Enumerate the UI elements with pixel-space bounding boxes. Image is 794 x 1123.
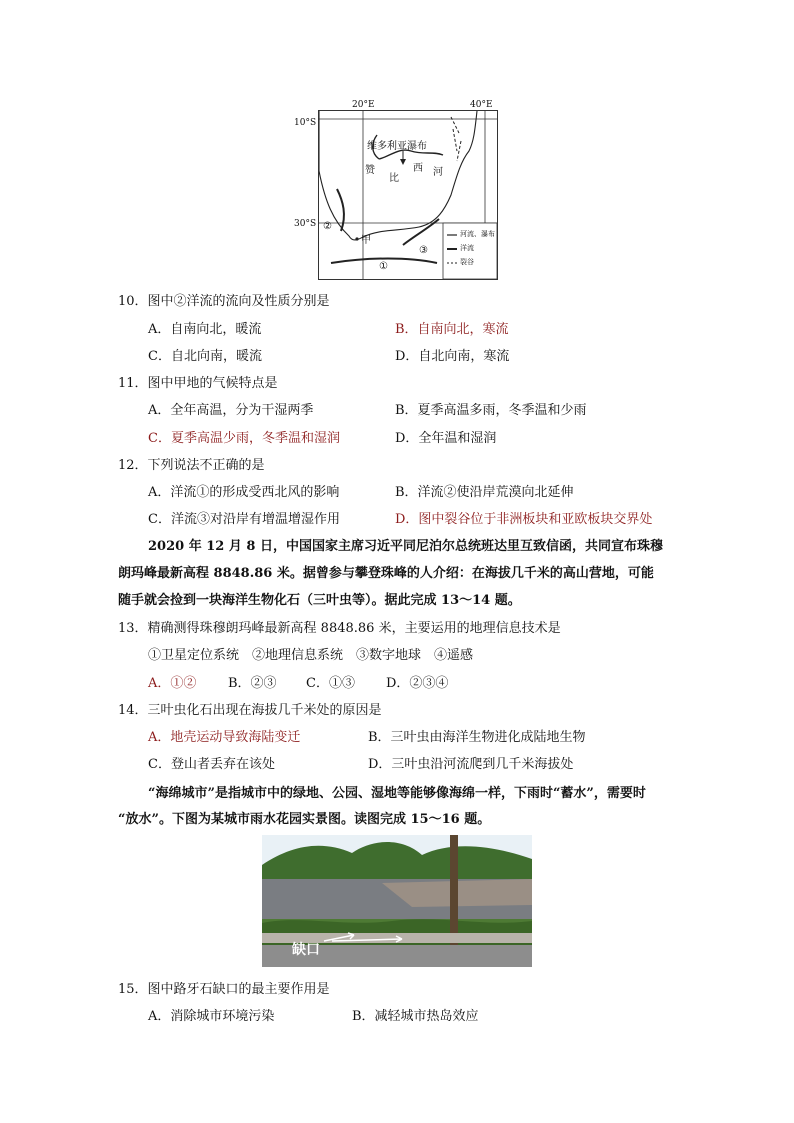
q10-stem: 10．图中②洋流的流向及性质分别是 <box>118 294 330 309</box>
river-char-3: 西 <box>413 163 423 174</box>
q12-stem: 12．下列说法不正确的是 <box>118 458 265 473</box>
q14-option-a: A．地壳运动导致海陆变迁 <box>148 730 301 745</box>
q13-option-b: B．②③ <box>228 676 277 691</box>
southern-africa-map <box>318 110 498 280</box>
passage2-line1: “海绵城市”是指城市中的绿地、公园、湿地等能够像海绵一样，下雨时“蓄水”，需要时 <box>148 786 646 801</box>
q14-option-b: B．三叶虫由海洋生物进化成陆地生物 <box>368 730 586 745</box>
q10-option-d: D．自北向南，寒流 <box>395 349 510 364</box>
point-jia-label: 甲 <box>361 235 371 246</box>
river-char-4: 河 <box>433 167 443 178</box>
q12-option-d: D．图中裂谷位于非洲板块和亚欧板块交界处 <box>395 512 653 527</box>
passage1-line2: 朗玛峰最新高程 8848.86 米。据曾参与攀登珠峰的人介绍：在海拔几千米的高山营地，可能 <box>118 566 654 581</box>
q15-stem: 15．图中路牙石缺口的最主要作用是 <box>118 982 330 997</box>
legend-river: 河流、瀑布 <box>460 230 495 238</box>
q14-option-c: C．登山者丢弃在该处 <box>148 757 275 772</box>
current-1-label: ① <box>379 261 388 272</box>
q12-option-a: A．洋流①的形成受西北风的影响 <box>148 485 340 500</box>
q12-option-b: B．洋流②使沿岸荒漠向北延伸 <box>395 485 574 500</box>
passage2-line2: “放水”。下图为某城市雨水花园实景图。读图完成 15～16 题。 <box>118 812 491 827</box>
q11-option-d: D．全年温和湿润 <box>395 431 497 446</box>
q15-option-b: B．减轻城市热岛效应 <box>352 1009 479 1024</box>
river-char-1: 赞 <box>365 165 375 176</box>
q13-stem: 13．精确测得珠穆朗玛峰最新高程 8848.86 米，主要运用的地理信息技术是 <box>118 621 561 636</box>
passage1-line3: 随手就会捡到一块海洋生物化石（三叶虫等）。据此完成 13～14 题。 <box>118 593 521 608</box>
q13-option-c: C．①③ <box>306 676 355 691</box>
gap-label: 缺口 <box>292 942 320 958</box>
q13-items: ①卫星定位系统 ②地理信息系统 ③数字地球 ④遥感 <box>148 648 474 663</box>
legend-current: 洋流 <box>460 244 474 252</box>
current-3-label: ③ <box>419 245 428 256</box>
lat-label-30: 30°S <box>294 219 317 229</box>
lon-label-40: 40°E <box>470 100 493 110</box>
rain-garden-photo <box>262 835 532 967</box>
q10-option-a: A．自南向北，暖流 <box>148 322 262 337</box>
q14-stem: 14．三叶虫化石出现在海拔几千米处的原因是 <box>118 703 382 718</box>
current-2-label: ② <box>323 221 332 232</box>
lon-label-20: 20°E <box>352 100 375 110</box>
falls-label: 维多利亚瀑布 <box>367 141 427 152</box>
q13-option-d: D．②③④ <box>386 676 449 691</box>
legend-rift: 裂谷 <box>460 258 474 266</box>
passage1-line1: 2020 年 12 月 8 日，中国国家主席习近平同尼泊尔总统班达里互致信函，共同宣布珠穆 <box>148 539 663 554</box>
q10-option-b: B．自南向北，寒流 <box>395 322 509 337</box>
q11-option-b: B．夏季高温多雨，冬季温和少雨 <box>395 403 587 418</box>
q11-option-c: C．夏季高温少雨，冬季温和湿润 <box>148 431 340 446</box>
q13-option-a: A．①② <box>148 676 197 691</box>
river-char-2: 比 <box>389 173 399 184</box>
q15-option-a: A．消除城市环境污染 <box>148 1009 275 1024</box>
q11-option-a: A．全年高温，分为干湿两季 <box>148 403 314 418</box>
q11-stem: 11．图中甲地的气候特点是 <box>118 376 278 391</box>
lat-label-10: 10°S <box>294 118 317 128</box>
q10-option-c: C．自北向南，暖流 <box>148 349 262 364</box>
q14-option-d: D．三叶虫沿河流爬到几千米海拔处 <box>368 757 574 772</box>
q12-option-c: C．洋流③对沿岸有增温增湿作用 <box>148 512 340 527</box>
